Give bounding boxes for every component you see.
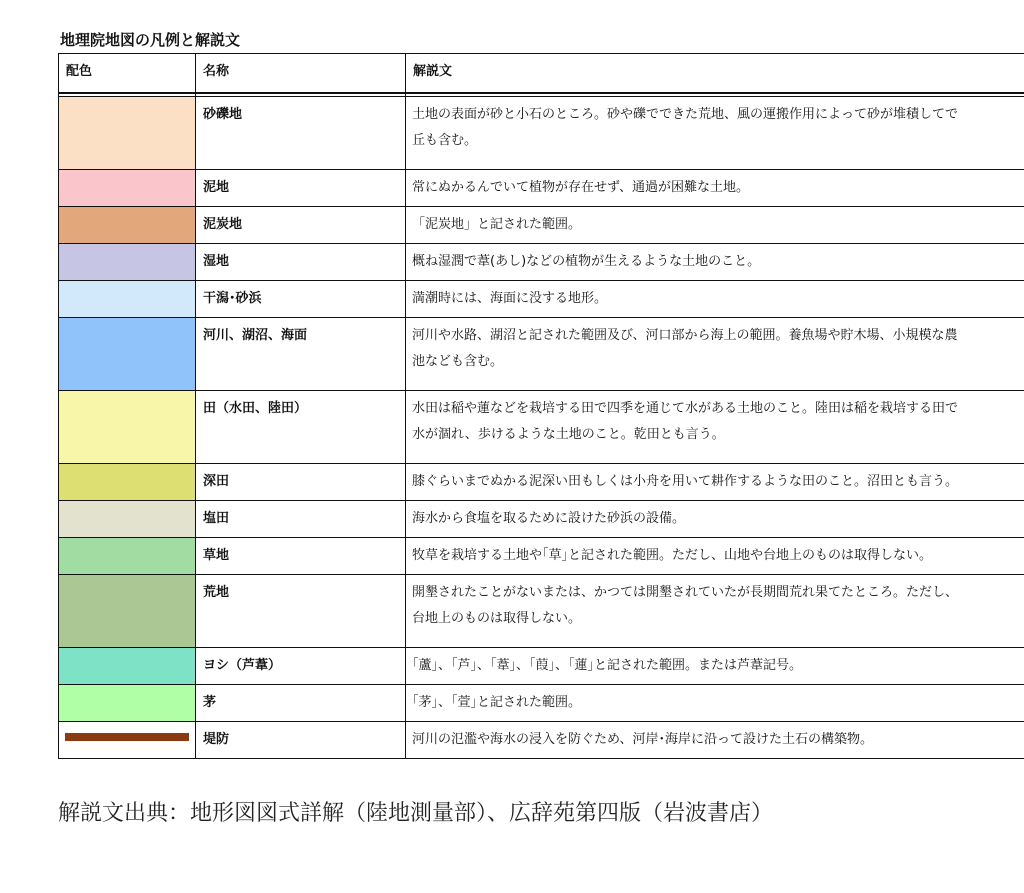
color-swatch bbox=[59, 721, 196, 758]
legend-name: 泥炭地 bbox=[196, 206, 406, 243]
table-row bbox=[59, 243, 1024, 280]
table-row bbox=[59, 280, 1024, 317]
legend-description bbox=[406, 280, 1024, 317]
description-line: 「泥炭地」と記された範囲。 bbox=[412, 216, 582, 232]
document-title: 地理院地図の凡例と解説文 bbox=[60, 31, 241, 49]
legend-description bbox=[406, 537, 1024, 574]
color-swatch bbox=[59, 317, 196, 390]
table-row bbox=[59, 537, 1024, 574]
description-line: 海水から食塩を取るために設けた砂浜の設備。 bbox=[412, 510, 686, 526]
table-row bbox=[59, 500, 1024, 537]
color-swatch bbox=[59, 96, 196, 169]
color-swatch bbox=[59, 574, 196, 647]
legend-name: 湿地 bbox=[196, 243, 406, 280]
table-row bbox=[59, 206, 1024, 243]
color-swatch bbox=[59, 684, 196, 721]
color-swatch bbox=[59, 647, 196, 684]
legend-table bbox=[58, 53, 1024, 759]
table-row bbox=[59, 721, 1024, 758]
description-line: 満潮時には、海面に没する地形。 bbox=[412, 290, 608, 306]
legend-description bbox=[406, 721, 1024, 758]
description-line: 牧草を栽培する土地や｢草｣と記された範囲。ただし、山地や台地上のものは取得しない。 bbox=[412, 547, 933, 563]
column-header-color: 配色 bbox=[59, 54, 196, 93]
color-swatch bbox=[59, 169, 196, 206]
legend-description bbox=[406, 243, 1024, 280]
description-line: ｢茅｣、｢萱｣と記された範囲。 bbox=[412, 694, 582, 710]
legend-description bbox=[406, 390, 1024, 463]
legend-description bbox=[406, 500, 1024, 537]
table-row bbox=[59, 317, 1024, 390]
description-line: 開墾されたことがないまたは、かつては開墾されていたが長期間荒れ果てたところ。ただし、 bbox=[412, 584, 959, 600]
table-row bbox=[59, 647, 1024, 684]
color-swatch bbox=[59, 463, 196, 500]
table-row bbox=[59, 684, 1024, 721]
table-row bbox=[59, 574, 1024, 647]
table-row bbox=[59, 463, 1024, 500]
legend-name: 干潟･砂浜 bbox=[196, 280, 406, 317]
legend-name: 河川、湖沼、海面 bbox=[196, 317, 406, 390]
legend-description bbox=[406, 463, 1024, 500]
legend-name: 砂礫地 bbox=[196, 96, 406, 169]
legend-name: ヨシ（芦葦） bbox=[196, 647, 406, 684]
legend-description bbox=[406, 647, 1024, 684]
legend-body bbox=[59, 93, 1024, 759]
legend-name: 深田 bbox=[196, 463, 406, 500]
table-row bbox=[59, 390, 1024, 463]
color-swatch bbox=[59, 206, 196, 243]
legend-description bbox=[406, 206, 1024, 243]
legend-name: 草地 bbox=[196, 537, 406, 574]
legend-name: 茅 bbox=[196, 684, 406, 721]
description-line: 常にぬかるんでいて植物が存在せず、通過が困難な土地。 bbox=[412, 179, 749, 195]
description-line: 水田は稲や蓮などを栽培する田で四季を通じて水がある土地のこと。陸田は稲を栽培する田で bbox=[412, 400, 959, 416]
legend-name: 田（水田、陸田） bbox=[196, 390, 406, 463]
legend-name: 堤防 bbox=[196, 721, 406, 758]
description-line: 河川の氾濫や海水の浸入を防ぐため、河岸･海岸に沿って設けた土石の構築物。 bbox=[412, 731, 873, 747]
legend-description bbox=[406, 574, 1024, 647]
legend-description bbox=[406, 96, 1024, 169]
description-line: 水が涸れ、歩けるような土地のこと。乾田とも言う。 bbox=[412, 426, 725, 442]
color-swatch bbox=[59, 537, 196, 574]
legend-name: 荒地 bbox=[196, 574, 406, 647]
legend-name: 泥地 bbox=[196, 169, 406, 206]
description-line: 丘も含む。 bbox=[412, 132, 478, 148]
source-note: 解説文出典：地形図図式詳解（陸地測量部）、広辞苑第四版（岩波書店） bbox=[58, 801, 774, 826]
table-header-row bbox=[59, 54, 1024, 93]
column-header-description: 解説文 bbox=[406, 54, 1024, 93]
table-row bbox=[59, 96, 1024, 169]
description-line: 膝ぐらいまでぬかる泥深い田もしくは小舟を用いて耕作するような田のこと。沼田とも言う。 bbox=[412, 473, 959, 489]
description-line: 土地の表面が砂と小石のところ。砂や礫でできた荒地、風の運搬作用によって砂が堆積してで bbox=[412, 106, 959, 122]
legend-description bbox=[406, 169, 1024, 206]
description-line: ｢蘆｣、｢芦｣、｢葦｣、｢葭｣、｢蓮｣と記された範囲。または芦葦記号。 bbox=[412, 657, 803, 673]
dike-line-symbol bbox=[65, 733, 189, 741]
legend-description bbox=[406, 317, 1024, 390]
description-line: 台地上のものは取得しない。 bbox=[412, 610, 582, 626]
legend-name: 塩田 bbox=[196, 500, 406, 537]
description-line: 河川や水路、湖沼と記された範囲及び、河口部から海上の範囲。養魚場や貯木場、小規模な農 bbox=[412, 327, 958, 343]
legend-description bbox=[406, 684, 1024, 721]
table-row bbox=[59, 169, 1024, 206]
column-header-name: 名称 bbox=[196, 54, 406, 93]
color-swatch bbox=[59, 243, 196, 280]
color-swatch bbox=[59, 390, 196, 463]
description-line: 概ね湿潤で葦(あし)などの植物が生えるような土地のこと。 bbox=[412, 253, 761, 269]
color-swatch bbox=[59, 280, 196, 317]
color-swatch bbox=[59, 500, 196, 537]
description-line: 池なども含む。 bbox=[412, 353, 504, 369]
